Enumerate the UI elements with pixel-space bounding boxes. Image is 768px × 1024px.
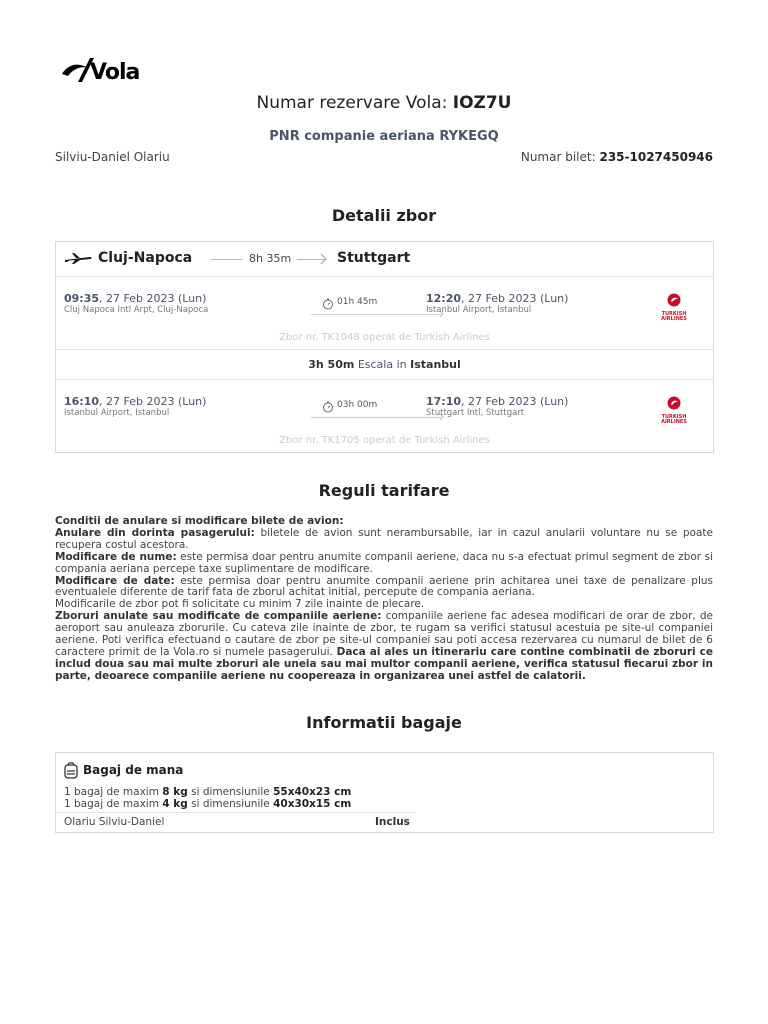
fare-rules-text: [55, 516, 713, 683]
baggage-status: Inclus: [375, 816, 410, 828]
clock-icon: [322, 401, 334, 413]
turkish-airlines-icon: [667, 293, 681, 307]
departure-time: 09:35: [64, 292, 100, 305]
bag-weight: 8 kg: [162, 786, 188, 798]
turkish-airlines-logo: [656, 395, 692, 425]
arrival-time: 12:20: [426, 292, 462, 305]
bag-mid: si dimensiunile: [187, 798, 274, 810]
baggage-passenger: Olariu Silviu-Daniel: [64, 816, 165, 828]
route-summary: [56, 242, 713, 277]
rule-label: Zboruri anulate sau modificate de companiile aeriene:: [55, 610, 382, 623]
segment-duration: 03h 00m: [337, 400, 378, 410]
departure-date: , 27 Feb 2023 (Lun): [99, 395, 207, 408]
arrival-airport: Stuttgart Intl, Stuttgart: [426, 408, 525, 418]
rule-text: este permisa doar pentru anumite companii aeriene, daca nu s-a efectuat primul segment de zbor si compania aeriana percepe taxe suplimentare de modificare.: [55, 550, 713, 575]
baggage-box: [55, 752, 714, 833]
bag-prefix: 1 bagaj de maxim: [64, 798, 163, 810]
logo-text: Vola: [90, 60, 140, 85]
ticket-number-row: [521, 150, 713, 164]
rule-label: Modificare de nume:: [55, 550, 177, 563]
rules-heading: Conditii de anulare si modificare bilete de avion:: [55, 515, 344, 527]
baggage-item: [64, 798, 351, 810]
flight-segment: [56, 380, 713, 452]
departure-airport: Cluj Napoca Intl Arpt, Cluj-Napoca: [64, 305, 209, 315]
rule-text: este permisa doar pentru anumite companii aeriene prin achitarea unei taxe de penalizare plus eventualele diferente de tarif fata de zborul achitat initial, percepute de compania aeriana.: [55, 574, 714, 599]
pnr-label: PNR companie aeriana: [269, 129, 435, 144]
turkish-airlines-icon: [667, 396, 681, 410]
rule-warning: Daca ai ales un itinerariu care contine combinatii de zboruri ce includ doua sau mai multe zboruri ale uneia sau mai multor companii aeriene, verifica statusul fiecarui zbor in parte, deoarece companiile aeriene nu coopereaza in organizarea unei astfel de calatorii.: [55, 645, 713, 682]
baggage-title: Informatii bagaje: [306, 713, 462, 732]
total-duration: 8h 35m: [249, 252, 292, 265]
rule-name-change: [55, 552, 713, 576]
pnr-code: RYKEGQ: [439, 129, 499, 144]
bag-weight: 4 kg: [162, 798, 188, 810]
vola-logo: [60, 54, 140, 88]
arrival-datetime: [426, 292, 568, 305]
duration-line-left: [211, 259, 243, 260]
layover-text: Escala in: [354, 358, 411, 371]
arrival-airport: Istanbul Airport, Istanbul: [426, 305, 532, 315]
arrival-datetime: [426, 395, 568, 408]
rule-date-change: [55, 576, 713, 600]
segment-duration: 01h 45m: [337, 297, 378, 307]
departure-datetime: [64, 395, 206, 408]
pnr-heading: [0, 129, 768, 144]
bag-dims: 40x30x15 cm: [273, 798, 352, 810]
flight-details-title: Detalii zbor: [331, 206, 437, 225]
airline-logo-text: TURKISH AIRLINES: [661, 414, 687, 425]
passenger-name: Silviu-Daniel Olariu: [55, 150, 170, 164]
segment-line: [311, 417, 441, 418]
departure-date: , 27 Feb 2023 (Lun): [99, 292, 207, 305]
rule-airline-changes: [55, 611, 713, 682]
departure-airport: Istanbul Airport, Istanbul: [64, 408, 170, 418]
reservation-label: Numar rezervare Vola:: [256, 93, 448, 113]
baggage-separator: [56, 812, 416, 813]
layover-duration: 3h 50m: [308, 358, 355, 371]
flight-info: Zbor nr. TK1048 operat de Turkish Airlines: [279, 332, 490, 343]
airplane-icon: [64, 251, 92, 265]
bag-prefix: 1 bagaj de maxim: [64, 786, 163, 798]
departure-datetime: [64, 292, 206, 305]
ticket-number: 235-1027450946: [599, 150, 713, 164]
clock-icon: [322, 298, 334, 310]
layover-row: [56, 350, 713, 380]
ticket-label: Numar bilet:: [520, 150, 596, 164]
flight-details-box: [55, 241, 714, 453]
flight-info: Zbor nr. TK1705 operat de Turkish Airlines: [279, 435, 490, 446]
reservation-heading: [0, 93, 768, 113]
segment-line: [311, 314, 441, 315]
arrival-date: , 27 Feb 2023 (Lun): [461, 395, 569, 408]
backpack-icon: [63, 761, 79, 779]
layover-city: Istanbul: [410, 358, 461, 371]
rule-label: Anulare din dorinta pasagerului:: [55, 526, 255, 539]
bag-mid: si dimensiunile: [187, 786, 274, 798]
rule-text: biletele de avion sunt nerambursabile, iar in cazul anularii voluntare nu se poate recupera costul acestora.: [55, 526, 713, 551]
arrival-time: 17:10: [426, 395, 462, 408]
flight-segment: [56, 277, 713, 350]
arrow-right-icon: [320, 253, 328, 265]
arrival-date: , 27 Feb 2023 (Lun): [461, 292, 569, 305]
rule-label: Modificare de date:: [55, 574, 175, 587]
fare-rules-title: Reguli tarifare: [318, 481, 450, 500]
departure-time: 16:10: [64, 395, 100, 408]
rule-notice: Modificarile de zbor pot fi solicitate cu minim 7 zile inainte de plecare.: [55, 598, 425, 611]
bag-dims: 55x40x23 cm: [273, 786, 352, 798]
baggage-item: [64, 786, 351, 798]
reservation-code: IOZ7U: [452, 93, 512, 113]
carry-on-title: Bagaj de mana: [83, 763, 184, 777]
destination-city: Stuttgart: [337, 250, 411, 266]
rule-cancellation: [55, 528, 713, 552]
rule-text: companiile aeriene fac adesea modificari de orar de zbor, de aeroport sau anuleaza zborurile. Cu cateva zile inainte de zbor, te rugam sa verifici statusul acestuia pe site-ul companiei aeriene. Poti verifica efectuand o cautare de zbor pe site-ul companiei sau poti accesa rezervarea cu numarul de bilet de 6 caractere primit de la Vola.ro si numele pasagerului.: [55, 610, 713, 658]
airline-logo-text: TURKISH AIRLINES: [661, 311, 687, 322]
origin-city: Cluj-Napoca: [98, 250, 193, 266]
turkish-airlines-logo: [656, 292, 692, 322]
